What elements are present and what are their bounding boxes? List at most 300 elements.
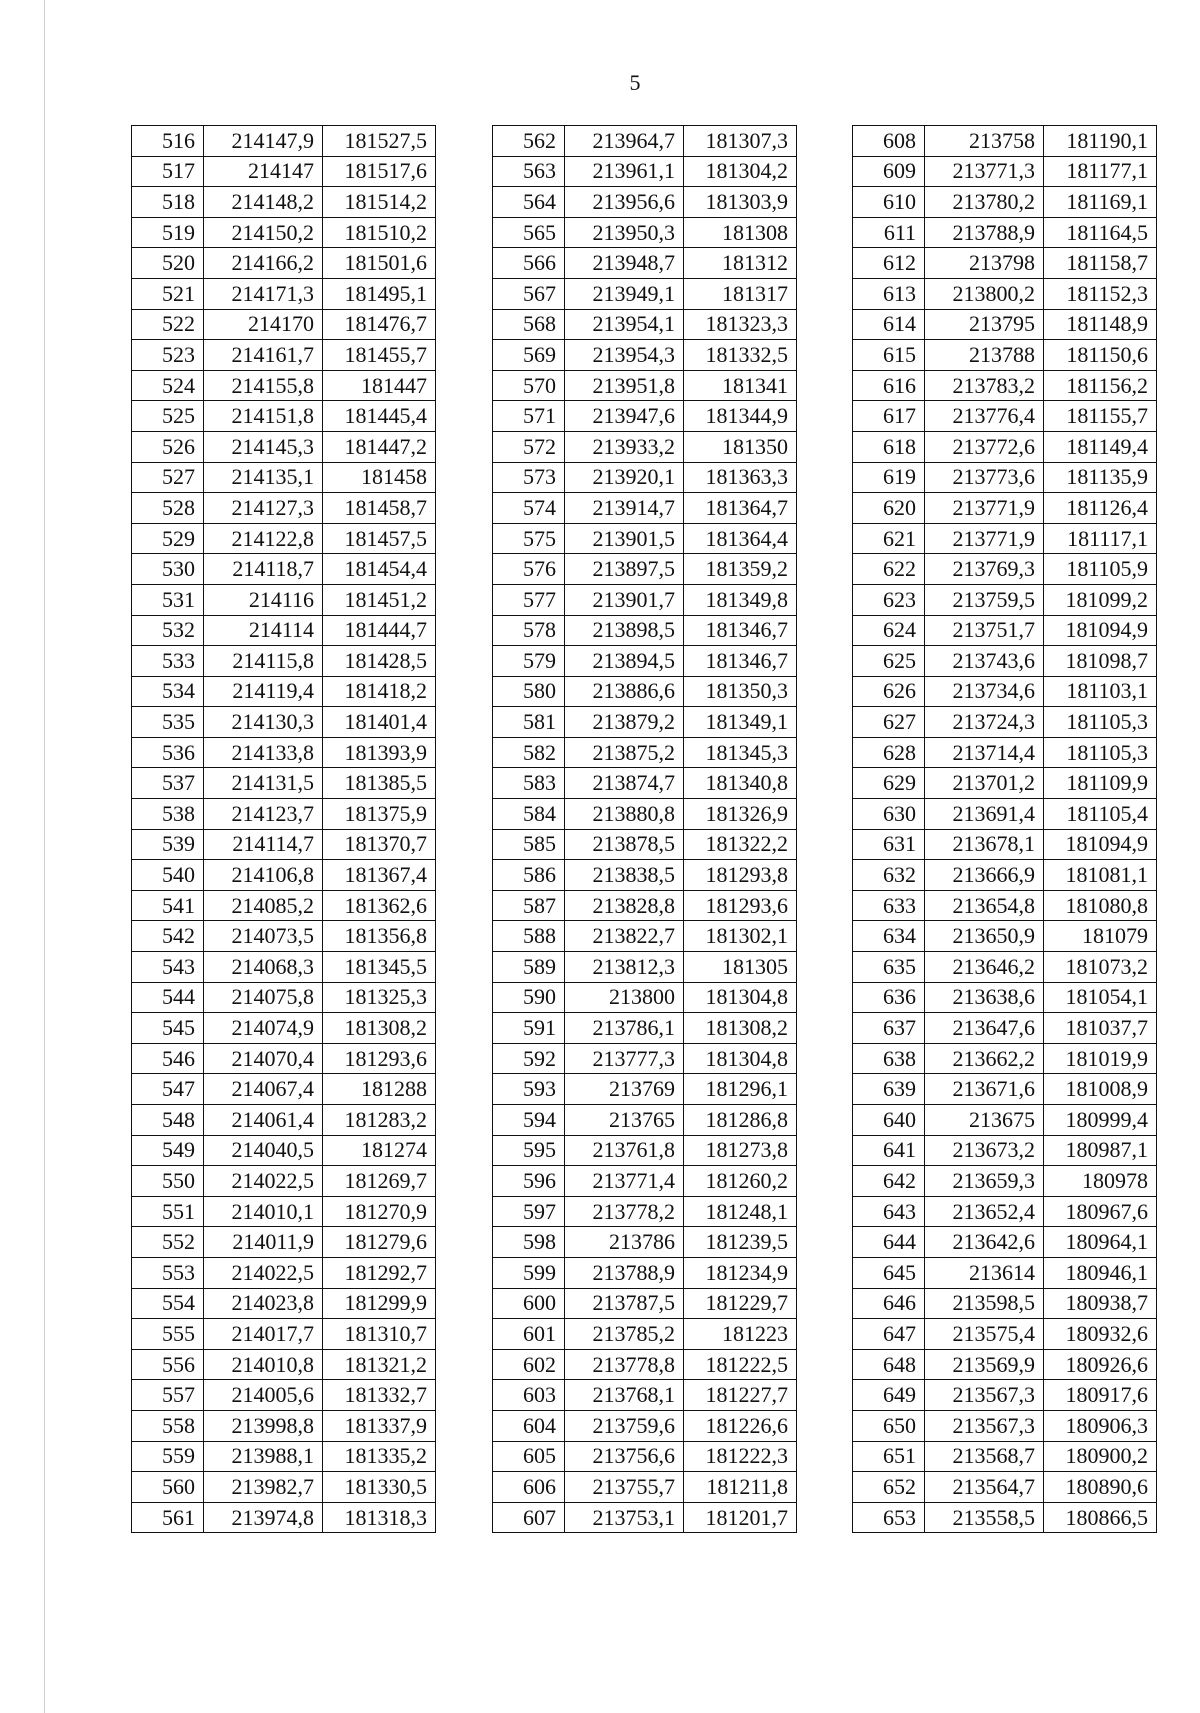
x-coordinate-cell: 214061,4 [204,1105,323,1136]
x-coordinate-cell: 213783,2 [925,370,1044,401]
point-number-cell: 516 [132,126,204,157]
table-row [493,1135,797,1166]
y-coordinate-cell: 181079 [1044,921,1157,952]
table-row [132,676,436,707]
y-coordinate-cell: 181273,8 [684,1135,797,1166]
y-coordinate-cell: 181356,8 [323,921,436,952]
x-coordinate-cell: 213982,7 [204,1472,323,1503]
point-number-cell: 588 [493,921,565,952]
x-coordinate-cell: 214166,2 [204,248,323,279]
point-number-cell: 612 [853,248,925,279]
y-coordinate-cell: 181344,9 [684,401,797,432]
x-coordinate-cell: 213675 [925,1105,1044,1136]
point-number-cell: 583 [493,768,565,799]
point-number-cell: 618 [853,431,925,462]
point-number-cell: 569 [493,340,565,371]
y-coordinate-cell: 181447 [323,370,436,401]
x-coordinate-cell: 213822,7 [565,921,684,952]
point-number-cell: 651 [853,1441,925,1472]
table-row [132,340,436,371]
y-coordinate-cell: 181303,9 [684,187,797,218]
x-coordinate-cell: 213778,8 [565,1349,684,1380]
y-coordinate-cell: 181312 [684,248,797,279]
y-coordinate-cell: 181156,2 [1044,370,1157,401]
point-number-cell: 570 [493,370,565,401]
table-row [493,768,797,799]
point-number-cell: 585 [493,829,565,860]
y-coordinate-cell: 181201,7 [684,1502,797,1533]
x-coordinate-cell: 213771,4 [565,1166,684,1197]
point-number-cell: 628 [853,737,925,768]
x-coordinate-cell: 213786 [565,1227,684,1258]
table-row [493,340,797,371]
y-coordinate-cell: 180946,1 [1044,1257,1157,1288]
table-row [493,584,797,615]
x-coordinate-cell: 213880,8 [565,799,684,830]
x-coordinate-cell: 213950,3 [565,217,684,248]
y-coordinate-cell: 181152,3 [1044,278,1157,309]
x-coordinate-cell: 213650,9 [925,921,1044,952]
y-coordinate-cell: 180926,6 [1044,1349,1157,1380]
point-number-cell: 559 [132,1441,204,1472]
y-coordinate-cell: 181332,5 [684,340,797,371]
table-row [853,217,1157,248]
y-coordinate-cell: 181337,9 [323,1410,436,1441]
table-row [493,860,797,891]
y-coordinate-cell: 181190,1 [1044,126,1157,157]
point-number-cell: 558 [132,1410,204,1441]
x-coordinate-cell: 213798 [925,248,1044,279]
y-coordinate-cell: 180917,6 [1044,1380,1157,1411]
point-number-cell: 587 [493,890,565,921]
table-row [853,1288,1157,1319]
x-coordinate-cell: 214115,8 [204,646,323,677]
point-number-cell: 535 [132,707,204,738]
point-number-cell: 631 [853,829,925,860]
x-coordinate-cell: 213678,1 [925,829,1044,860]
x-coordinate-cell: 214106,8 [204,860,323,891]
y-coordinate-cell: 180900,2 [1044,1441,1157,1472]
table-row [132,1257,436,1288]
y-coordinate-cell: 181350 [684,431,797,462]
y-coordinate-cell: 181169,1 [1044,187,1157,218]
y-coordinate-cell: 181349,1 [684,707,797,738]
y-coordinate-cell: 181322,2 [684,829,797,860]
table-row [493,156,797,187]
point-number-cell: 578 [493,615,565,646]
y-coordinate-cell: 181223 [684,1319,797,1350]
x-coordinate-cell: 214133,8 [204,737,323,768]
table-row [493,401,797,432]
coordinates-table-3 [852,125,1157,1533]
table-row [853,1319,1157,1350]
point-number-cell: 519 [132,217,204,248]
table-row [853,1166,1157,1197]
x-coordinate-cell: 214116 [204,584,323,615]
y-coordinate-cell: 181527,5 [323,126,436,157]
y-coordinate-cell: 181211,8 [684,1472,797,1503]
point-number-cell: 562 [493,126,565,157]
y-coordinate-cell: 181370,7 [323,829,436,860]
point-number-cell: 532 [132,615,204,646]
point-number-cell: 642 [853,1166,925,1197]
x-coordinate-cell: 213838,5 [565,860,684,891]
x-coordinate-cell: 213897,5 [565,554,684,585]
table-row [493,921,797,952]
x-coordinate-cell: 213734,6 [925,676,1044,707]
table-row [853,493,1157,524]
x-coordinate-cell: 213874,7 [565,768,684,799]
table-row [853,982,1157,1013]
point-number-cell: 548 [132,1105,204,1136]
x-coordinate-cell: 214011,9 [204,1227,323,1258]
x-coordinate-cell: 213949,1 [565,278,684,309]
table-row [853,1227,1157,1258]
table-row [853,370,1157,401]
coordinates-table-1 [131,125,436,1533]
y-coordinate-cell: 181318,3 [323,1502,436,1533]
table-row [132,401,436,432]
x-coordinate-cell: 213875,2 [565,737,684,768]
x-coordinate-cell: 213785,2 [565,1319,684,1350]
y-coordinate-cell: 181279,6 [323,1227,436,1258]
x-coordinate-cell: 213800 [565,982,684,1013]
point-number-cell: 603 [493,1380,565,1411]
point-number-cell: 541 [132,890,204,921]
table-row [493,1013,797,1044]
point-number-cell: 544 [132,982,204,1013]
point-number-cell: 579 [493,646,565,677]
x-coordinate-cell: 213974,8 [204,1502,323,1533]
x-coordinate-cell: 213751,7 [925,615,1044,646]
table-row [853,431,1157,462]
point-number-cell: 598 [493,1227,565,1258]
point-number-cell: 624 [853,615,925,646]
x-coordinate-cell: 214123,7 [204,799,323,830]
x-coordinate-cell: 213954,3 [565,340,684,371]
point-number-cell: 528 [132,493,204,524]
y-coordinate-cell: 181428,5 [323,646,436,677]
table-row [493,890,797,921]
table-row [132,1013,436,1044]
table-row [132,248,436,279]
y-coordinate-cell: 181458,7 [323,493,436,524]
table-row [132,523,436,554]
x-coordinate-cell: 213743,6 [925,646,1044,677]
y-coordinate-cell: 181283,2 [323,1105,436,1136]
x-coordinate-cell: 213558,5 [925,1502,1044,1533]
table-row [853,829,1157,860]
y-coordinate-cell: 181375,9 [323,799,436,830]
x-coordinate-cell: 213768,1 [565,1380,684,1411]
x-coordinate-cell: 213772,6 [925,431,1044,462]
table-row [493,1410,797,1441]
y-coordinate-cell: 181332,7 [323,1380,436,1411]
point-number-cell: 526 [132,431,204,462]
x-coordinate-cell: 214010,8 [204,1349,323,1380]
table-row [132,982,436,1013]
table-row [132,1166,436,1197]
y-coordinate-cell: 181305 [684,952,797,983]
y-coordinate-cell: 181495,1 [323,278,436,309]
x-coordinate-cell: 214135,1 [204,462,323,493]
table-row [132,1196,436,1227]
point-number-cell: 561 [132,1502,204,1533]
x-coordinate-cell: 213614 [925,1257,1044,1288]
table-row [132,1074,436,1105]
y-coordinate-cell: 181054,1 [1044,982,1157,1013]
table-row [493,309,797,340]
table-row [853,921,1157,952]
y-coordinate-cell: 181222,3 [684,1441,797,1472]
x-coordinate-cell: 213759,5 [925,584,1044,615]
point-number-cell: 581 [493,707,565,738]
x-coordinate-cell: 213879,2 [565,707,684,738]
point-number-cell: 575 [493,523,565,554]
x-coordinate-cell: 214150,2 [204,217,323,248]
y-coordinate-cell: 181364,7 [684,493,797,524]
x-coordinate-cell: 214122,8 [204,523,323,554]
table-row [853,1074,1157,1105]
x-coordinate-cell: 214148,2 [204,187,323,218]
table-row [493,554,797,585]
y-coordinate-cell: 181517,6 [323,156,436,187]
point-number-cell: 534 [132,676,204,707]
x-coordinate-cell: 214147 [204,156,323,187]
y-coordinate-cell: 181229,7 [684,1288,797,1319]
x-coordinate-cell: 213901,5 [565,523,684,554]
table-row [853,340,1157,371]
y-coordinate-cell: 181293,8 [684,860,797,891]
x-coordinate-cell: 214010,1 [204,1196,323,1227]
table-row [853,1441,1157,1472]
x-coordinate-cell: 213787,5 [565,1288,684,1319]
point-number-cell: 635 [853,952,925,983]
table-row [132,615,436,646]
point-number-cell: 621 [853,523,925,554]
point-number-cell: 545 [132,1013,204,1044]
point-number-cell: 517 [132,156,204,187]
y-coordinate-cell: 181105,9 [1044,554,1157,585]
point-number-cell: 646 [853,1288,925,1319]
x-coordinate-cell: 214151,8 [204,401,323,432]
table-row [853,1410,1157,1441]
table-row [493,829,797,860]
x-coordinate-cell: 213777,3 [565,1043,684,1074]
y-coordinate-cell: 181346,7 [684,646,797,677]
y-coordinate-cell: 181393,9 [323,737,436,768]
point-number-cell: 591 [493,1013,565,1044]
y-coordinate-cell: 181260,2 [684,1166,797,1197]
x-coordinate-cell: 213933,2 [565,431,684,462]
table-row [493,1166,797,1197]
y-coordinate-cell: 181270,9 [323,1196,436,1227]
table-row [853,1502,1157,1533]
x-coordinate-cell: 213761,8 [565,1135,684,1166]
x-coordinate-cell: 213568,7 [925,1441,1044,1472]
y-coordinate-cell: 181105,3 [1044,707,1157,738]
x-coordinate-cell: 213800,2 [925,278,1044,309]
point-number-cell: 564 [493,187,565,218]
point-number-cell: 650 [853,1410,925,1441]
x-coordinate-cell: 213654,8 [925,890,1044,921]
point-number-cell: 563 [493,156,565,187]
x-coordinate-cell: 213567,3 [925,1410,1044,1441]
x-coordinate-cell: 213598,5 [925,1288,1044,1319]
table-row [132,156,436,187]
y-coordinate-cell: 181302,1 [684,921,797,952]
x-coordinate-cell: 213652,4 [925,1196,1044,1227]
page-number: 5 [629,70,641,95]
x-coordinate-cell: 214114 [204,615,323,646]
point-number-cell: 584 [493,799,565,830]
point-number-cell: 521 [132,278,204,309]
x-coordinate-cell: 213894,5 [565,646,684,677]
table-row [132,952,436,983]
x-coordinate-cell: 213773,6 [925,462,1044,493]
y-coordinate-cell: 181098,7 [1044,646,1157,677]
table-row [132,1319,436,1350]
y-coordinate-cell: 181117,1 [1044,523,1157,554]
point-number-cell: 589 [493,952,565,983]
x-coordinate-cell: 213914,7 [565,493,684,524]
table-row [853,1196,1157,1227]
table-row [493,1105,797,1136]
x-coordinate-cell: 213788,9 [565,1257,684,1288]
y-coordinate-cell: 181363,3 [684,462,797,493]
table-row [493,217,797,248]
y-coordinate-cell: 181292,7 [323,1257,436,1288]
x-coordinate-cell: 214040,5 [204,1135,323,1166]
x-coordinate-cell: 214075,8 [204,982,323,1013]
table-row [132,768,436,799]
point-number-cell: 633 [853,890,925,921]
table-row [493,1349,797,1380]
y-coordinate-cell: 181155,7 [1044,401,1157,432]
y-coordinate-cell: 181274 [323,1135,436,1166]
x-coordinate-cell: 213753,1 [565,1502,684,1533]
point-number-cell: 537 [132,768,204,799]
x-coordinate-cell: 213564,7 [925,1472,1044,1503]
table-row [132,431,436,462]
y-coordinate-cell: 181326,9 [684,799,797,830]
point-number-cell: 529 [132,523,204,554]
table-row [493,1043,797,1074]
y-coordinate-cell: 181345,3 [684,737,797,768]
table-row [853,156,1157,187]
table-row [853,401,1157,432]
point-number-cell: 533 [132,646,204,677]
table-row [493,615,797,646]
point-number-cell: 527 [132,462,204,493]
point-number-cell: 649 [853,1380,925,1411]
point-number-cell: 592 [493,1043,565,1074]
table-row [493,431,797,462]
y-coordinate-cell: 181293,6 [684,890,797,921]
table-row [493,1288,797,1319]
y-coordinate-cell: 181346,7 [684,615,797,646]
y-coordinate-cell: 181335,2 [323,1441,436,1472]
x-coordinate-cell: 213964,7 [565,126,684,157]
y-coordinate-cell: 180967,6 [1044,1196,1157,1227]
point-number-cell: 595 [493,1135,565,1166]
table-row [132,126,436,157]
table-row [132,584,436,615]
table-row [853,1380,1157,1411]
x-coordinate-cell: 214145,3 [204,431,323,462]
point-number-cell: 538 [132,799,204,830]
point-number-cell: 639 [853,1074,925,1105]
table-row [853,1013,1157,1044]
point-number-cell: 522 [132,309,204,340]
x-coordinate-cell: 213771,3 [925,156,1044,187]
y-coordinate-cell: 180932,6 [1044,1319,1157,1350]
x-coordinate-cell: 213756,6 [565,1441,684,1472]
point-number-cell: 608 [853,126,925,157]
table-row [493,493,797,524]
x-coordinate-cell: 214131,5 [204,768,323,799]
y-coordinate-cell: 181458 [323,462,436,493]
point-number-cell: 599 [493,1257,565,1288]
point-number-cell: 606 [493,1472,565,1503]
x-coordinate-cell: 213701,2 [925,768,1044,799]
table-row [853,676,1157,707]
table-row [132,217,436,248]
point-number-cell: 557 [132,1380,204,1411]
table-row [132,921,436,952]
x-coordinate-cell: 214118,7 [204,554,323,585]
y-coordinate-cell: 181457,5 [323,523,436,554]
point-number-cell: 554 [132,1288,204,1319]
point-number-cell: 551 [132,1196,204,1227]
table-row [493,1502,797,1533]
x-coordinate-cell: 213771,9 [925,523,1044,554]
y-coordinate-cell: 181323,3 [684,309,797,340]
y-coordinate-cell: 181105,3 [1044,737,1157,768]
y-coordinate-cell: 181105,4 [1044,799,1157,830]
x-coordinate-cell: 214155,8 [204,370,323,401]
table-row [853,707,1157,738]
y-coordinate-cell: 181299,9 [323,1288,436,1319]
coordinates-table-2 [492,125,797,1533]
point-number-cell: 630 [853,799,925,830]
table-row [493,1441,797,1472]
point-number-cell: 636 [853,982,925,1013]
x-coordinate-cell: 213878,5 [565,829,684,860]
point-number-cell: 547 [132,1074,204,1105]
x-coordinate-cell: 214070,4 [204,1043,323,1074]
point-number-cell: 611 [853,217,925,248]
point-number-cell: 565 [493,217,565,248]
table-row [493,370,797,401]
table-row [493,982,797,1013]
x-coordinate-cell: 213659,3 [925,1166,1044,1197]
table-row [853,952,1157,983]
point-number-cell: 623 [853,584,925,615]
x-coordinate-cell: 213961,1 [565,156,684,187]
x-coordinate-cell: 213920,1 [565,462,684,493]
y-coordinate-cell: 181164,5 [1044,217,1157,248]
point-number-cell: 614 [853,309,925,340]
point-number-cell: 546 [132,1043,204,1074]
y-coordinate-cell: 181094,9 [1044,829,1157,860]
point-number-cell: 550 [132,1166,204,1197]
table-row [853,799,1157,830]
x-coordinate-cell: 213642,6 [925,1227,1044,1258]
y-coordinate-cell: 181321,2 [323,1349,436,1380]
point-number-cell: 580 [493,676,565,707]
point-number-cell: 572 [493,431,565,462]
